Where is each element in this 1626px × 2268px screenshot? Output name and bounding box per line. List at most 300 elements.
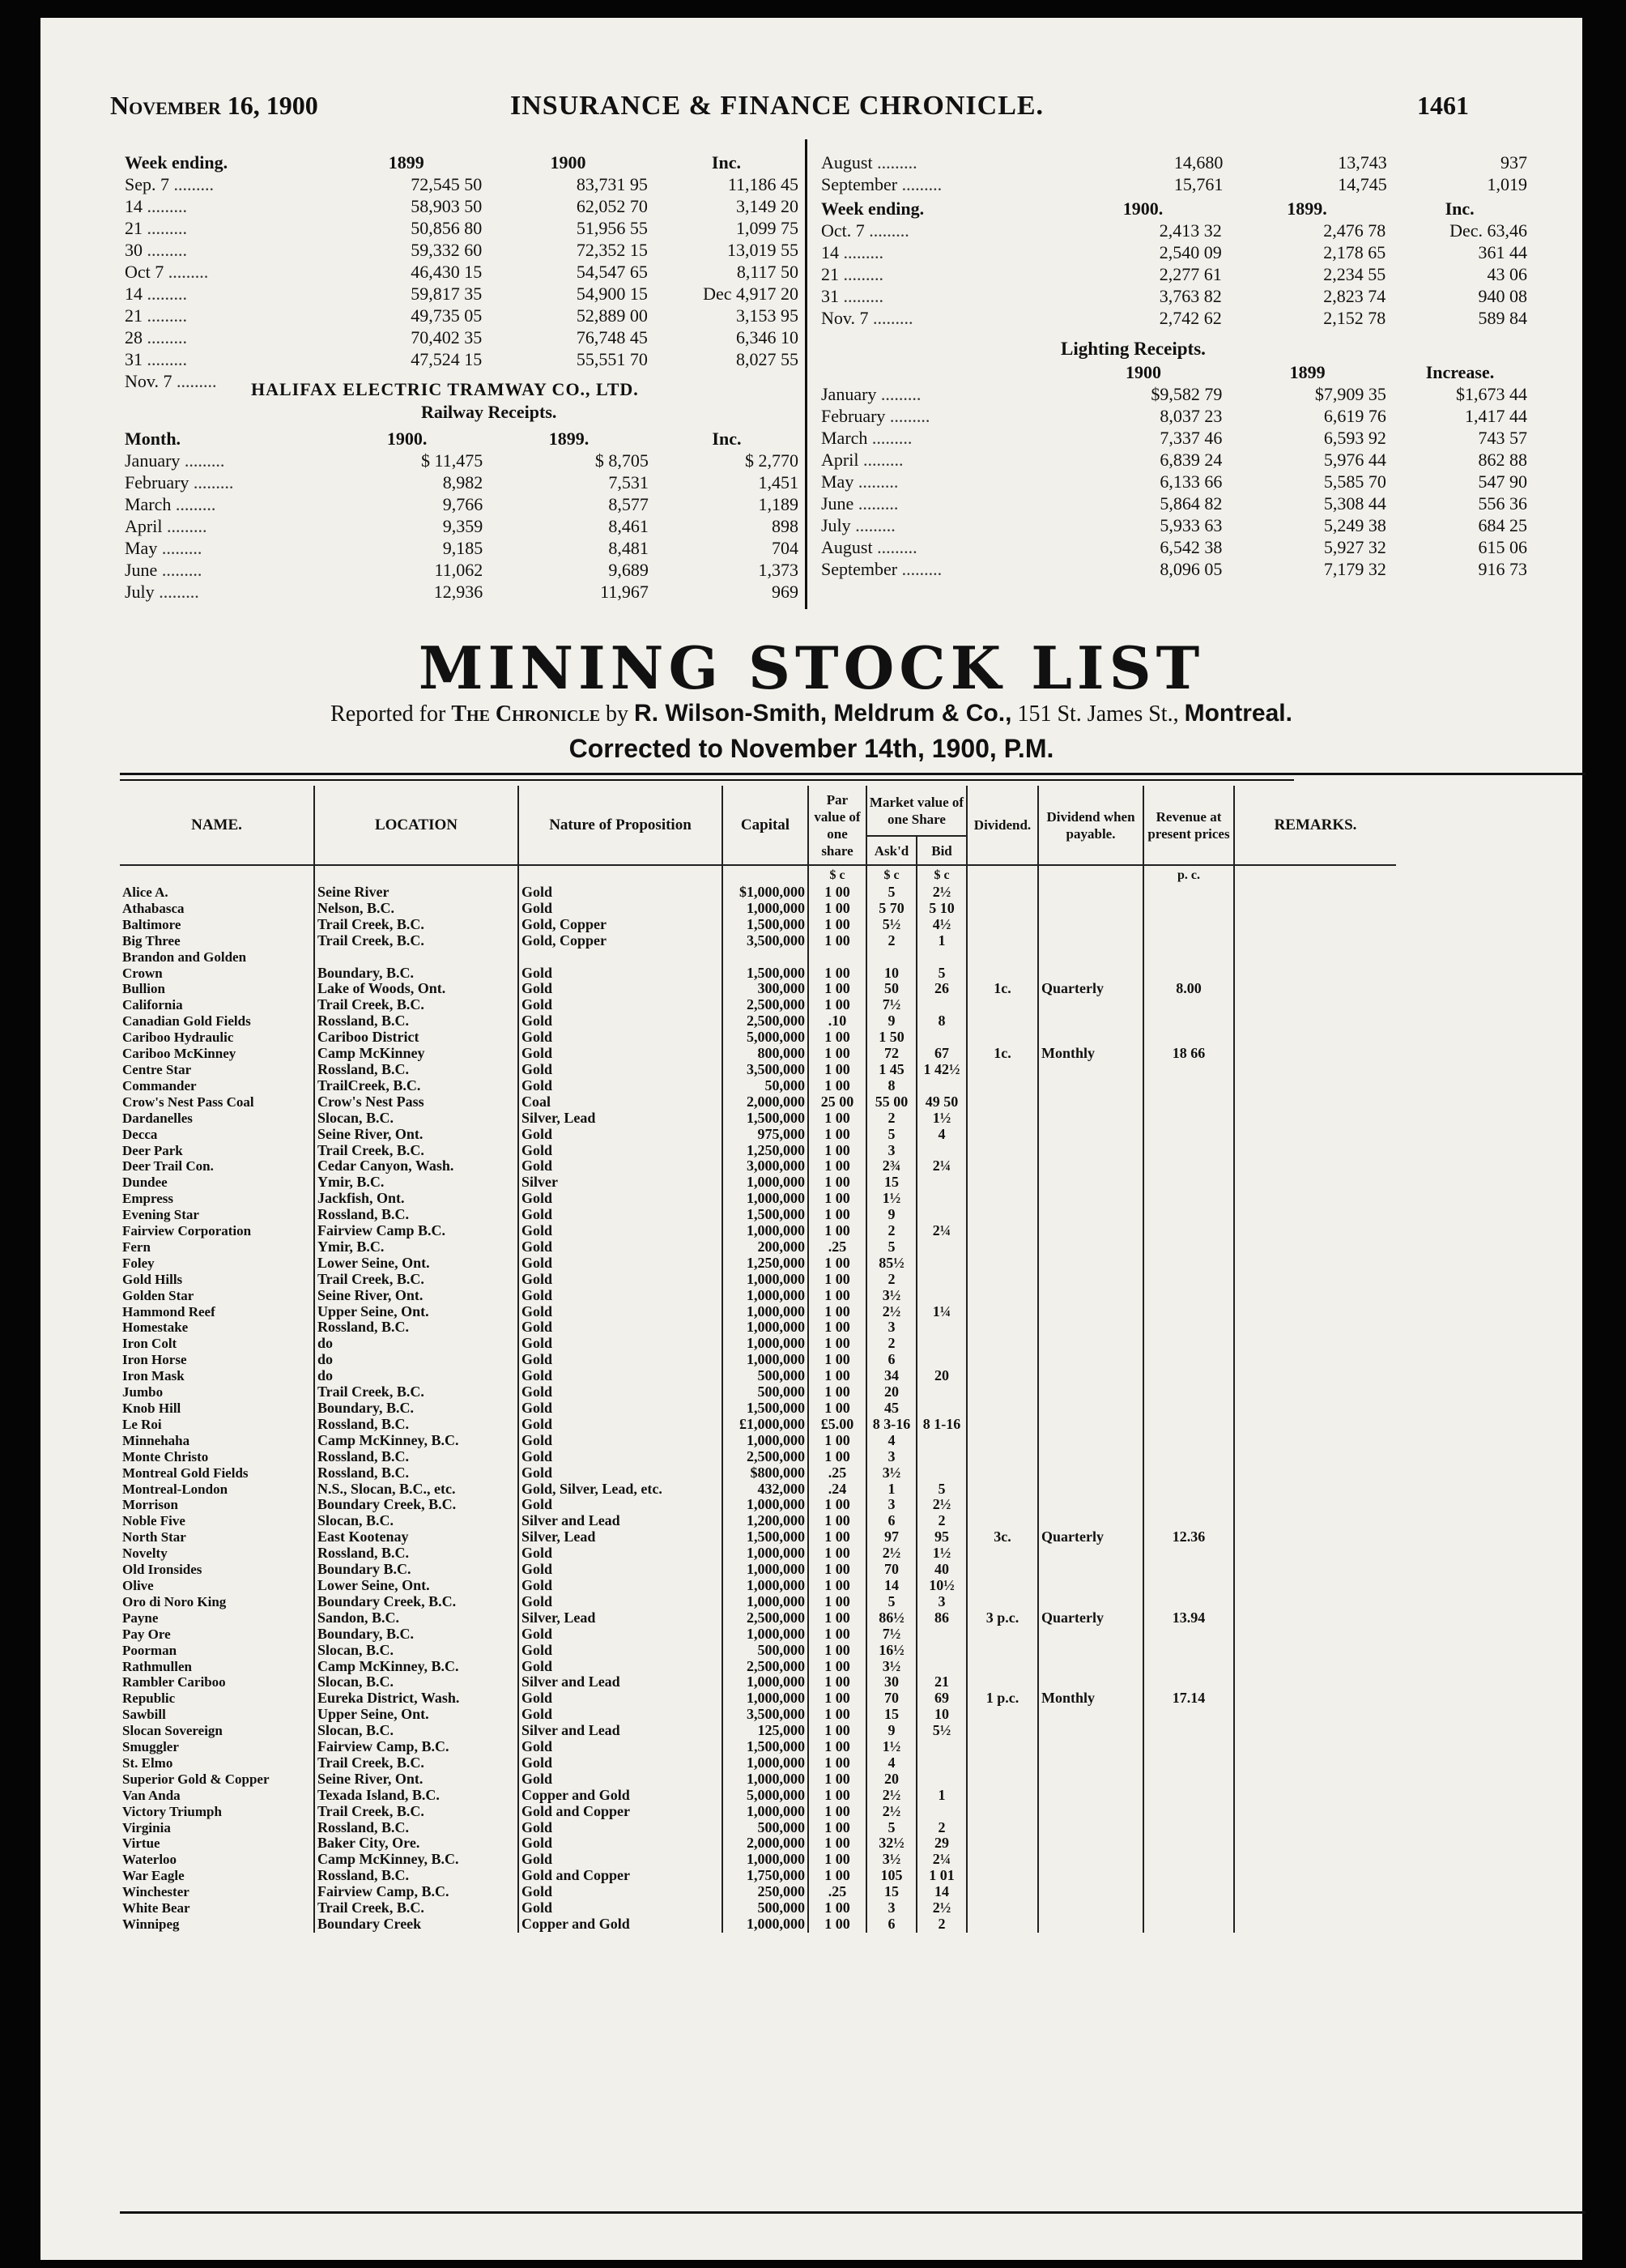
stock-askd: 72 xyxy=(866,1046,917,1062)
stock-capital: 1,250,000 xyxy=(722,1143,808,1159)
row-label-text: Sep. 7 xyxy=(125,174,169,194)
stock-dividend xyxy=(967,1788,1038,1804)
stock-row xyxy=(120,1481,1396,1498)
mining-stock-list-title: MINING STOCK LIST xyxy=(418,633,1205,702)
stock-bid: 2 xyxy=(917,1513,967,1529)
stock-row xyxy=(120,949,1396,966)
cell-value: 9,689 xyxy=(608,560,649,580)
stock-name: Empress xyxy=(122,1191,173,1207)
row-label-text: April xyxy=(821,450,859,470)
stock-location: Fairview Camp, B.C. xyxy=(314,1739,518,1755)
cell-value: 1,099 75 xyxy=(736,218,798,238)
stock-row xyxy=(120,1900,1396,1916)
stock-location: Texada Island, B.C. xyxy=(314,1788,518,1804)
stock-location: Rossland, B.C. xyxy=(314,1062,518,1078)
stock-dividend xyxy=(967,1465,1038,1481)
cell-value: 72,545 50 xyxy=(411,174,483,194)
stock-askd: 4 xyxy=(866,1433,917,1449)
stock-par: 1 00 xyxy=(808,997,866,1013)
page xyxy=(40,18,1582,2260)
stock-name: Fern xyxy=(122,1238,151,1255)
stock-capital: 800,000 xyxy=(722,1046,808,1062)
stock-nature: Gold xyxy=(518,1223,722,1239)
column-header: Increase. xyxy=(1425,362,1495,382)
dot-leader: ......... xyxy=(143,284,187,304)
stock-capital: 1,000,000 xyxy=(722,1674,808,1690)
stock-location: Trail Creek, B.C. xyxy=(314,997,518,1013)
stock-name: Iron Horse xyxy=(122,1352,187,1368)
stock-par: 1 00 xyxy=(808,1835,866,1852)
stock-dividend-when xyxy=(1038,1400,1143,1417)
col-header-market: Market value of one Share xyxy=(866,786,967,836)
row-label xyxy=(121,195,327,217)
stock-dividend xyxy=(967,1481,1038,1498)
stock-bid: 21 xyxy=(917,1674,967,1690)
stock-name: Commander xyxy=(122,1077,197,1094)
row-label xyxy=(121,450,328,471)
cell-value: 8,027 55 xyxy=(736,349,798,369)
stock-name: Montreal Gold Fields xyxy=(122,1464,249,1481)
stock-location: Camp McKinney, B.C. xyxy=(314,1852,518,1868)
column-header: Inc. xyxy=(711,152,741,173)
stock-askd: 50 xyxy=(866,981,917,997)
stock-askd: 2½ xyxy=(866,1304,917,1320)
stock-dividend xyxy=(967,1659,1038,1675)
stock-row xyxy=(120,1884,1396,1900)
column-header: 1900. xyxy=(1122,198,1164,219)
stock-row xyxy=(120,981,1396,997)
stock-revenue xyxy=(1143,1852,1234,1868)
stock-bid xyxy=(917,1400,967,1417)
stock-location: Boundary, B.C. xyxy=(314,1400,518,1417)
dot-leader: ......... xyxy=(169,174,214,194)
table-row xyxy=(818,471,1530,492)
column-header: 1900. xyxy=(386,428,428,449)
stock-nature: Gold xyxy=(518,885,722,901)
table-row xyxy=(121,195,802,217)
stock-bid xyxy=(917,1207,967,1223)
stock-bid: 2½ xyxy=(917,1497,967,1513)
row-label xyxy=(121,261,327,283)
unit-bid: $ c xyxy=(917,865,967,885)
stock-nature: Gold xyxy=(518,1417,722,1433)
stock-askd: 97 xyxy=(866,1529,917,1545)
stock-dividend xyxy=(967,1078,1038,1094)
stock-par: .10 xyxy=(808,1013,866,1030)
stock-revenue xyxy=(1143,1191,1234,1207)
stock-name: Big Three xyxy=(122,932,181,949)
stock-row xyxy=(120,1835,1396,1852)
table-row xyxy=(121,261,802,283)
stock-revenue xyxy=(1143,1272,1234,1288)
stock-location: do xyxy=(314,1336,518,1352)
stock-dividend-when xyxy=(1038,1030,1143,1046)
stock-dividend-when xyxy=(1038,1078,1143,1094)
cell-value: 59,332 60 xyxy=(411,240,483,260)
stock-askd: 2½ xyxy=(866,1788,917,1804)
report-address: 151 St. James St., xyxy=(1017,701,1179,727)
stock-row xyxy=(120,1272,1396,1288)
stock-dividend-when xyxy=(1038,1256,1143,1272)
stock-dividend-when xyxy=(1038,885,1143,901)
stock-nature: Gold xyxy=(518,1755,722,1771)
cell-value: $ 8,705 xyxy=(594,450,649,471)
stock-name: Knob Hill xyxy=(122,1400,181,1416)
stock-nature: Gold xyxy=(518,1046,722,1062)
cell-value: 3,153 95 xyxy=(736,305,798,326)
stock-row xyxy=(120,1319,1396,1336)
stock-dividend-when xyxy=(1038,1111,1143,1127)
stock-remarks xyxy=(1234,1030,1396,1046)
stock-name: Dundee xyxy=(122,1174,168,1191)
cell-value: 2,234 55 xyxy=(1323,264,1386,284)
stock-dividend-when xyxy=(1038,1513,1143,1529)
stock-remarks xyxy=(1234,1545,1396,1562)
stock-location: Camp McKinney xyxy=(314,1046,518,1062)
stock-dividend-when xyxy=(1038,933,1143,949)
row-label-text: 21 xyxy=(125,305,143,326)
stock-nature: Gold xyxy=(518,1127,722,1143)
row-label xyxy=(818,558,1062,580)
stock-nature: Gold xyxy=(518,1900,722,1916)
stock-par: 1 00 xyxy=(808,917,866,933)
stock-capital: 1,000,000 xyxy=(722,1191,808,1207)
stock-capital: 3,000,000 xyxy=(722,1158,808,1174)
table-top-rule xyxy=(120,773,1586,775)
stock-location: Upper Seine, Ont. xyxy=(314,1707,518,1723)
stock-par: 1 00 xyxy=(808,1449,866,1465)
stock-bid: 2½ xyxy=(917,885,967,901)
stock-dividend-when xyxy=(1038,1835,1143,1852)
col-header-par: Par value of one share xyxy=(808,786,866,865)
stock-revenue xyxy=(1143,1481,1234,1498)
stock-name: Deer Park xyxy=(122,1142,183,1158)
stock-remarks xyxy=(1234,1239,1396,1256)
cell-value: Dec. 63,46 xyxy=(1449,220,1527,241)
stock-askd: 1 50 xyxy=(866,1030,917,1046)
stock-bid: 10 xyxy=(917,1707,967,1723)
stock-name: Deer Trail Con. xyxy=(122,1158,214,1174)
stock-name: Bullion xyxy=(122,981,165,997)
stock-par: 1 00 xyxy=(808,1804,866,1820)
halifax-title: HALIFAX ELECTRIC TRAMWAY CO., LTD. xyxy=(251,379,639,399)
stock-remarks xyxy=(1234,949,1396,966)
stock-bid: 5 10 xyxy=(917,901,967,917)
stock-revenue xyxy=(1143,1417,1234,1433)
dot-leader: ......... xyxy=(143,327,187,347)
stock-location: Slocan, B.C. xyxy=(314,1643,518,1659)
dot-leader: ......... xyxy=(157,538,202,558)
row-label xyxy=(121,173,327,195)
stock-location: Sandon, B.C. xyxy=(314,1610,518,1626)
stock-dividend-when xyxy=(1038,1659,1143,1675)
stock-askd: 5 xyxy=(866,1820,917,1836)
stock-dividend xyxy=(967,1319,1038,1336)
stock-bid xyxy=(917,1433,967,1449)
stock-nature: Gold xyxy=(518,1626,722,1643)
stock-dividend-when xyxy=(1038,1384,1143,1400)
cell-value: 6,542 38 xyxy=(1160,537,1223,557)
stock-name: North Star xyxy=(122,1529,186,1545)
stock-location: Slocan, B.C. xyxy=(314,1674,518,1690)
cell-value: 14,745 xyxy=(1338,174,1387,194)
stock-remarks xyxy=(1234,885,1396,901)
stock-nature: Gold, Silver, Lead, etc. xyxy=(518,1481,722,1498)
stock-remarks xyxy=(1234,901,1396,917)
column-header: 1900 xyxy=(550,152,586,173)
stock-dividend: 1 p.c. xyxy=(967,1690,1038,1707)
stock-revenue xyxy=(1143,1174,1234,1191)
stock-row xyxy=(120,1368,1396,1384)
stock-remarks xyxy=(1234,1497,1396,1513)
row-label-text: June xyxy=(125,560,158,580)
cell-value: 361 44 xyxy=(1478,242,1527,262)
stock-capital: 1,500,000 xyxy=(722,1111,808,1127)
column-header xyxy=(818,361,1062,383)
row-label-text: April xyxy=(125,516,163,536)
stock-nature: Gold xyxy=(518,1594,722,1610)
cell-value: 6,593 92 xyxy=(1323,428,1386,448)
cell-value: 684 25 xyxy=(1478,515,1527,535)
stock-bid xyxy=(917,1352,967,1368)
stock-par: 1 00 xyxy=(808,981,866,997)
stock-revenue xyxy=(1143,1400,1234,1417)
cell-value: $7,909 35 xyxy=(1314,384,1386,404)
header-row xyxy=(121,151,802,173)
stock-row xyxy=(120,1449,1396,1465)
stock-askd: 20 xyxy=(866,1771,917,1788)
dot-leader: ......... xyxy=(858,450,904,470)
stock-dividend-when xyxy=(1038,1723,1143,1739)
row-label xyxy=(818,427,1062,449)
stock-dividend xyxy=(967,1304,1038,1320)
col-header-nature: Nature of Proposition xyxy=(518,786,722,865)
stock-nature: Gold, Copper xyxy=(518,933,722,949)
stock-name: Winchester xyxy=(122,1884,189,1900)
stock-capital: 975,000 xyxy=(722,1127,808,1143)
stock-par: 1 00 xyxy=(808,1739,866,1755)
table-row xyxy=(818,285,1530,307)
stock-revenue xyxy=(1143,1835,1234,1852)
stock-bid: 2¼ xyxy=(917,1158,967,1174)
stock-dividend xyxy=(967,1127,1038,1143)
cell-value: 1,417 44 xyxy=(1465,406,1527,426)
stock-dividend xyxy=(967,1288,1038,1304)
stock-remarks xyxy=(1234,1272,1396,1288)
stock-row xyxy=(120,1852,1396,1868)
row-label-text: February xyxy=(821,406,886,426)
dot-leader: ......... xyxy=(853,471,899,492)
stock-name: Minnehaha xyxy=(122,1432,190,1448)
stock-nature: Gold and Copper xyxy=(518,1804,722,1820)
stock-nature: Gold xyxy=(518,1643,722,1659)
stock-nature: Copper and Gold xyxy=(518,1788,722,1804)
stock-location: Upper Seine, Ont. xyxy=(314,1304,518,1320)
stock-bid xyxy=(917,1626,967,1643)
stock-location: Slocan, B.C. xyxy=(314,1723,518,1739)
stock-location: Eureka District, Wash. xyxy=(314,1690,518,1707)
stock-name: Cariboo Hydraulic xyxy=(122,1030,234,1046)
stock-name: Pay Ore xyxy=(122,1626,171,1642)
stock-location: Rossland, B.C. xyxy=(314,1820,518,1836)
cell-value: 2,178 65 xyxy=(1323,242,1386,262)
stock-remarks xyxy=(1234,1690,1396,1707)
stock-bid: 20 xyxy=(917,1368,967,1384)
stock-nature: Gold xyxy=(518,1739,722,1755)
stock-askd: 105 xyxy=(866,1868,917,1884)
stock-name: Athabasca xyxy=(122,900,185,916)
stock-dividend-when: Quarterly xyxy=(1038,981,1143,997)
stock-askd: 34 xyxy=(866,1368,917,1384)
stock-name: Baltimore xyxy=(122,916,181,932)
stock-nature: Gold and Copper xyxy=(518,1868,722,1884)
stock-revenue xyxy=(1143,1723,1234,1739)
cell-value: 937 xyxy=(1500,152,1527,173)
row-label xyxy=(818,151,1062,173)
stock-revenue xyxy=(1143,1062,1234,1078)
stock-capital: 1,000,000 xyxy=(722,1626,808,1643)
stock-remarks xyxy=(1234,1368,1396,1384)
cell-value: $1,673 44 xyxy=(1456,384,1527,404)
row-label xyxy=(818,220,1061,241)
row-label-text: 14 xyxy=(125,196,143,216)
stock-location: Boundary, B.C. xyxy=(314,966,518,982)
cell-value: 13,743 xyxy=(1338,152,1387,173)
stock-askd: 20 xyxy=(866,1384,917,1400)
stock-name: Gold Hills xyxy=(122,1271,183,1287)
stock-bid xyxy=(917,1739,967,1755)
stock-nature: Gold xyxy=(518,981,722,997)
cell-value: 6,839 24 xyxy=(1160,450,1223,470)
stock-capital: 2,000,000 xyxy=(722,1094,808,1111)
stock-remarks xyxy=(1234,1884,1396,1900)
stock-askd: 2 xyxy=(866,933,917,949)
row-label-text: 21 xyxy=(821,264,839,284)
stock-capital: 1,500,000 xyxy=(722,966,808,982)
stock-askd: 3 xyxy=(866,1319,917,1336)
stock-name: Winnipeg xyxy=(122,1916,180,1932)
column-header: Week ending. xyxy=(125,152,228,173)
dot-leader: ......... xyxy=(172,371,217,391)
stock-par: 1 00 xyxy=(808,1078,866,1094)
stock-remarks xyxy=(1234,1111,1396,1127)
stock-capital xyxy=(722,949,808,966)
stock-par: 1 00 xyxy=(808,1304,866,1320)
stock-name: War Eagle xyxy=(122,1868,185,1884)
stock-capital: £1,000,000 xyxy=(722,1417,808,1433)
stock-par: 1 00 xyxy=(808,1578,866,1594)
cell-value: 615 06 xyxy=(1478,537,1527,557)
stock-nature: Gold xyxy=(518,1191,722,1207)
stock-dividend xyxy=(967,966,1038,982)
stock-location: Rossland, B.C. xyxy=(314,1417,518,1433)
stock-par: 1 00 xyxy=(808,1771,866,1788)
cell-value: 5,249 38 xyxy=(1323,515,1386,535)
stock-par: 1 00 xyxy=(808,1030,866,1046)
stock-revenue xyxy=(1143,1707,1234,1723)
stock-askd: 1 45 xyxy=(866,1062,917,1078)
row-label-text: 14 xyxy=(125,284,143,304)
col-header-revenue: Revenue at present prices xyxy=(1143,786,1234,865)
stock-row xyxy=(120,1674,1396,1690)
stock-dividend xyxy=(967,1562,1038,1578)
stock-row xyxy=(120,901,1396,917)
stock-name: Centre Star xyxy=(122,1061,192,1077)
stock-par: 1 00 xyxy=(808,1916,866,1933)
stock-row xyxy=(120,1207,1396,1223)
stock-revenue xyxy=(1143,1127,1234,1143)
cell-value: 11,967 xyxy=(600,582,649,602)
stock-bid: 67 xyxy=(917,1046,967,1062)
row-label-text: September xyxy=(821,559,898,579)
stock-par: 1 00 xyxy=(808,933,866,949)
stock-row xyxy=(120,1868,1396,1884)
cell-value: 969 xyxy=(772,582,798,602)
stock-par: 1 00 xyxy=(808,1690,866,1707)
stock-row xyxy=(120,1062,1396,1078)
stock-capital: 200,000 xyxy=(722,1239,808,1256)
stock-bid: 1½ xyxy=(917,1545,967,1562)
stock-par: 1 00 xyxy=(808,1158,866,1174)
stock-remarks xyxy=(1234,1078,1396,1094)
stock-nature: Gold xyxy=(518,966,722,982)
stock-revenue xyxy=(1143,1158,1234,1174)
stock-row xyxy=(120,1739,1396,1755)
stock-location: Baker City, Ore. xyxy=(314,1835,518,1852)
stock-revenue xyxy=(1143,1465,1234,1481)
stock-remarks xyxy=(1234,1626,1396,1643)
stock-dividend xyxy=(967,1174,1038,1191)
stock-nature: Gold xyxy=(518,1062,722,1078)
stock-bid: 2 xyxy=(917,1916,967,1933)
stock-location: Rossland, B.C. xyxy=(314,1868,518,1884)
stock-revenue xyxy=(1143,1739,1234,1755)
stock-capital: 1,500,000 xyxy=(722,1739,808,1755)
stock-revenue xyxy=(1143,1368,1234,1384)
cell-value: 43 06 xyxy=(1487,264,1527,284)
column-header: Month. xyxy=(125,428,181,449)
stock-revenue: 8.00 xyxy=(1143,981,1234,997)
stock-dividend: 1c. xyxy=(967,1046,1038,1062)
cell-value: 704 xyxy=(772,538,798,558)
stock-nature: Gold xyxy=(518,1143,722,1159)
cell-value: 9,766 xyxy=(442,494,483,514)
stock-row xyxy=(120,1433,1396,1449)
table-row xyxy=(121,559,802,581)
stock-dividend-when xyxy=(1038,966,1143,982)
stock-askd: 7½ xyxy=(866,1626,917,1643)
stock-capital: 1,000,000 xyxy=(722,1852,808,1868)
cell-value: 898 xyxy=(772,516,798,536)
cell-value: 5,933 63 xyxy=(1160,515,1223,535)
row-label-text: March xyxy=(125,494,172,514)
stock-bid xyxy=(917,997,967,1013)
stock-name: Golden Star xyxy=(122,1287,194,1303)
stock-par: 1 00 xyxy=(808,1174,866,1191)
stock-revenue xyxy=(1143,1319,1234,1336)
cell-value: 916 73 xyxy=(1478,559,1527,579)
stock-capital: 500,000 xyxy=(722,1900,808,1916)
stock-capital: 250,000 xyxy=(722,1884,808,1900)
header-row xyxy=(121,428,802,450)
stock-dividend: 3 p.c. xyxy=(967,1610,1038,1626)
stock-capital: 5,000,000 xyxy=(722,1030,808,1046)
stock-capital: 1,000,000 xyxy=(722,1319,808,1336)
table-row xyxy=(121,450,802,471)
stock-remarks xyxy=(1234,1013,1396,1030)
stock-capital: 500,000 xyxy=(722,1368,808,1384)
row-label-text: June xyxy=(821,493,854,514)
